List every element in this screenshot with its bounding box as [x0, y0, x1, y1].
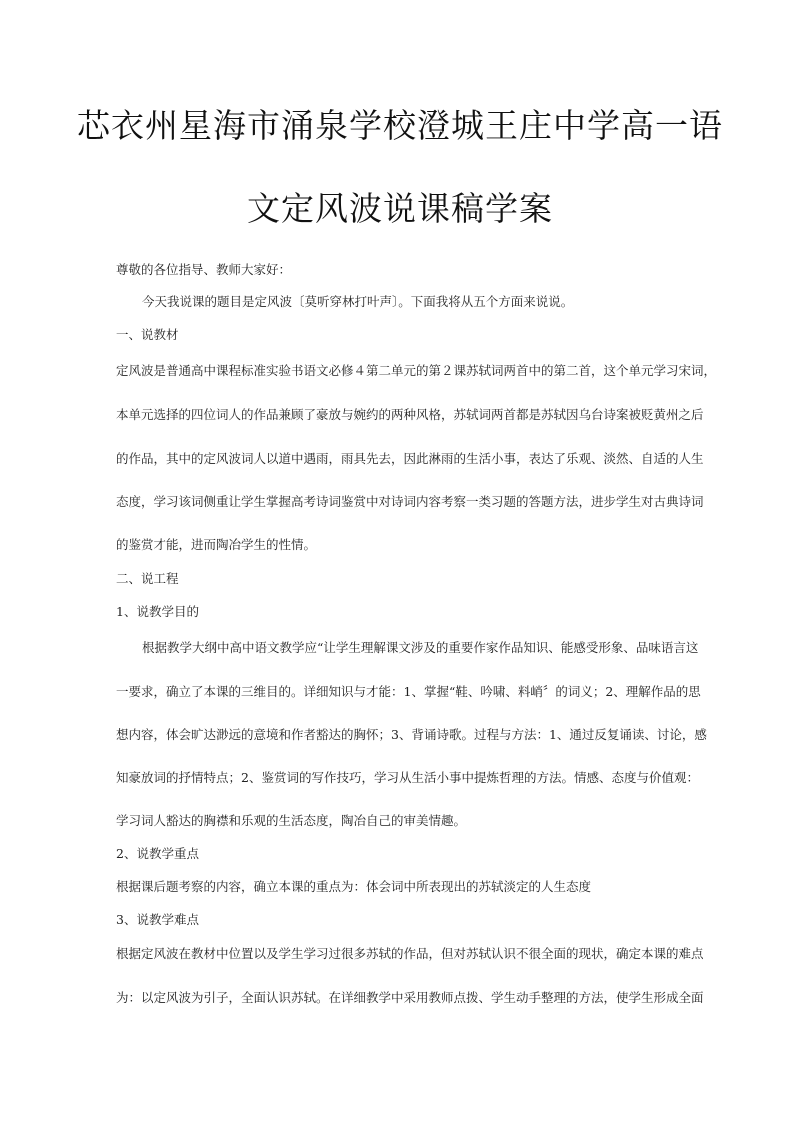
paragraph-line: 为：以定风波为引子，全面认识苏轼。在详细教学中采用教师点拨、学生动手整理的方法，使学生形成全面 — [116, 990, 704, 1005]
section-heading: 一、说教材 — [116, 327, 179, 342]
paragraph-line: 的作品，其中的定风波词人以道中遇雨，雨具先去，因此淋雨的生活小事，表达了乐观、淡然、自适的人生 — [116, 451, 704, 466]
greeting: 尊敬的各位指导、教师大家好： — [116, 262, 292, 277]
paragraph-line: 定风波是普通高中课程标准实验书语文必修４第二单元的第２课苏轼词两首中的第二首，这个单元学习宋词， — [116, 363, 717, 378]
title-line-2: 文定风波说课稿学案 — [247, 189, 553, 228]
subsection-heading: 3、说教学难点 — [116, 912, 199, 927]
title-line-1: 芯衣州星海市涌泉学校澄城王庄中学高一语 — [77, 106, 723, 145]
paragraph-line: 根据课后题考察的内容，确立本课的重点为：体会词中所表现出的苏轼淡定的人生态度 — [116, 879, 592, 894]
paragraph-line: 根据定风波在教材中位置以及学生学习过很多苏轼的作品，但对苏轼认识不很全面的现状，确定本课的难点 — [116, 946, 704, 961]
paragraph-line: 态度，学习该词侧重让学生掌握高考诗词鉴赏中对诗词内容考察一类习题的答题方法，进步学生对古典诗词 — [116, 494, 704, 509]
paragraph-line: 学习词人豁达的胸襟和乐观的生活态度，陶冶自己的审美情趣。 — [116, 813, 467, 828]
section-heading: 二、说工程 — [116, 571, 179, 586]
subsection-heading: 1、说教学目的 — [116, 604, 199, 619]
paragraph-line: 根据教学大纲中高中语文教学应“让学生理解课文涉及的重要作家作品知识、能感受形象、品味语言这 — [142, 640, 699, 655]
paragraph-line: 的鉴赏才能，进而陶冶学生的性情。 — [116, 537, 317, 552]
paragraph-line: 想内容，体会旷达渺远的意境和作者豁达的胸怀；3、背诵诗歌。过程与方法：1、通过反复诵读、讨论，感 — [116, 727, 707, 742]
subsection-heading: 2、说教学重点 — [116, 846, 199, 861]
paragraph-line: 一要求，确立了本课的三维目的。详细知识与才能：1、掌握“鞋、吟啸、料峭〞的词义；2、理解作品的思 — [116, 684, 701, 699]
intro-paragraph: 今天我说课的题目是定风波〔莫听穿林打叶声〕。下面我将从五个方面来说说。 — [142, 294, 574, 309]
paragraph-line: 本单元选择的四位词人的作品兼顾了豪放与婉约的两种风格，苏轼词两首都是苏轼因乌台诗案被贬黄州之后 — [116, 407, 704, 422]
paragraph-line: 知豪放词的抒情特点；2、鉴赏词的写作技巧，学习从生活小事中提炼哲理的方法。情感、态度与价值观： — [116, 770, 699, 785]
